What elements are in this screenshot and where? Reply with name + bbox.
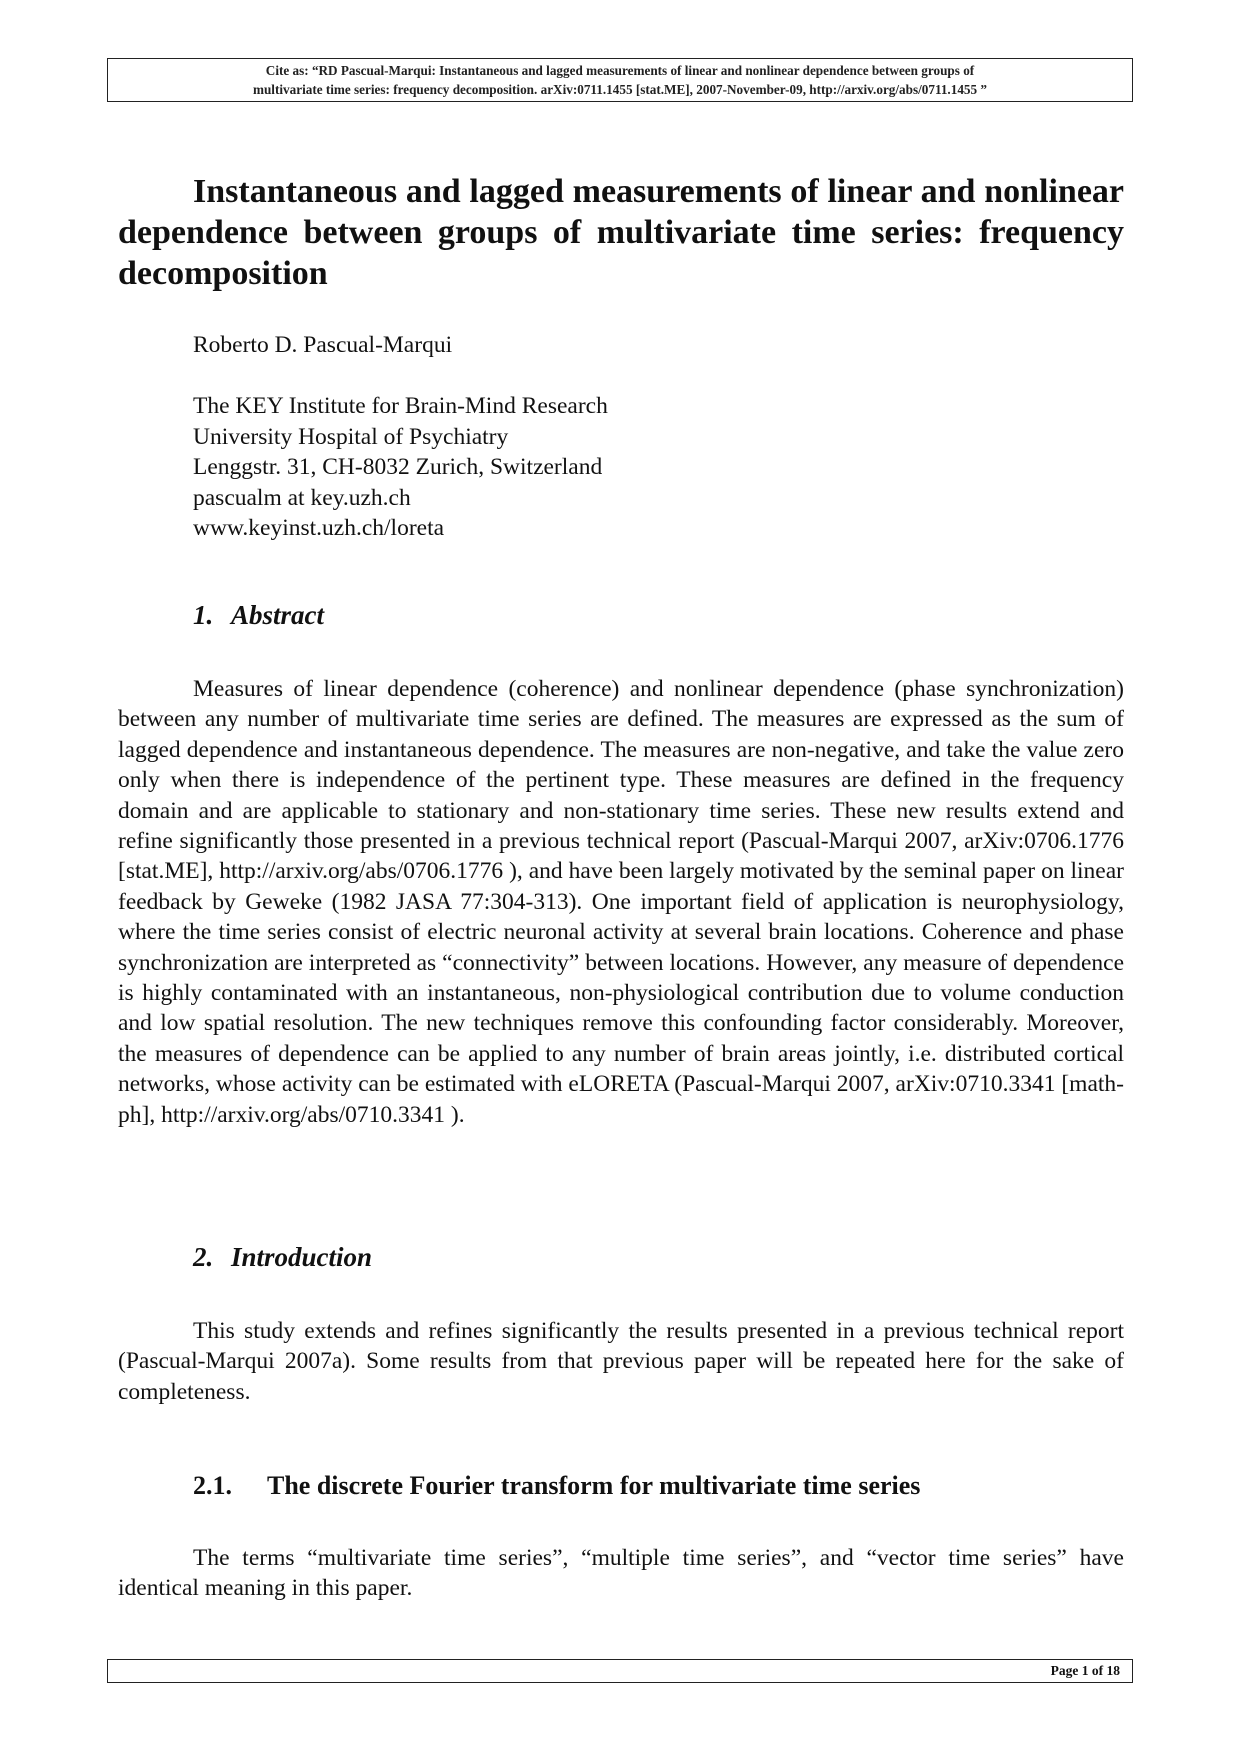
page-footer — [107, 1659, 1133, 1683]
affiliation-hospital: University Hospital of Psychiatry — [193, 423, 509, 450]
introduction-title: Introduction — [231, 1242, 373, 1272]
affiliation-block — [193, 391, 608, 544]
dft-title: The discrete Fourier transform for multivariate time series — [267, 1471, 921, 1500]
abstract-paragraph: Measures of linear dependence (coherence) and nonlinear dependence (phase synchronization) between any number of multivariate time series are defined. The measures are expressed as the sum of lagged dependence and instantaneous dependence. The measures are non-negative, and take the value zero only when there is independence of the pertinent type. These measures are defined in the frequency domain and are applicable to stationary and non-stationary time series. These new results extend and refine significantly those presented in a previous technical report (Pascual-Marqui 2007, arXiv:0706.1776 [stat.ME], http://arxiv.org/abs/0706.1776 ), and have been largely motivated by the seminal paper on linear feedback by Geweke (1982 JASA 77:304-313). One important field of application is neurophysiology, where the time series consist of electric neuronal activity at several brain locations. Coherence and phase synchronization are interpreted as “connectivity” between locations. However, any measure of dependence is highly contaminated with an instantaneous, non-physiological contribution due to volume conduction and low spatial resolution. The new techniques remove this confounding factor considerably. Moreover, the measures of dependence can be applied to any number of brain areas jointly, i.e. distributed cortical networks, whose activity can be estimated with eLORETA (Pascual-Marqui 2007, arXiv:0710.3341 [math-ph], http://arxiv.org/abs/0710.3341 ). — [118, 676, 1124, 1128]
affiliation-institute: The KEY Institute for Brain-Mind Research — [193, 393, 608, 419]
paper-title: Instantaneous and lagged measurements of linear and nonlinear dependence between groups of multivariate time series: frequency decomposition — [118, 173, 1124, 292]
affiliation-website: www.keyinst.uzh.ch/loreta — [193, 515, 445, 541]
introduction-heading — [193, 1241, 372, 1273]
page-number: Page 1 of 18 — [1050, 1663, 1120, 1678]
introduction-number: 2. — [193, 1242, 214, 1272]
affiliation-email: pascualm at key.uzh.ch — [193, 484, 411, 511]
citation-box — [107, 58, 1133, 102]
dft-number: 2.1. — [193, 1471, 232, 1500]
abstract-number: 1. — [193, 600, 214, 630]
citation-line-2: multivariate time series: frequency decomposition. arXiv:0711.1455 [stat.ME], 2007-November-09, http://arxiv.org/abs/0711.1455 ” — [252, 82, 987, 97]
citation-line-1: Cite as: “RD Pascual-Marqui: Instantaneous and lagged measurements of linear and nonlinear dependence between groups of — [265, 63, 975, 78]
introduction-paragraph: This study extends and refines significantly the results presented in a previous technical report (Pascual-Marqui 2007a). Some results from that previous paper will be repeated here for the sake of completeness. — [118, 1318, 1124, 1405]
author-name: Roberto D. Pascual-Marqui — [193, 332, 453, 358]
affiliation-address: Lenggstr. 31, CH-8032 Zurich, Switzerland — [193, 454, 603, 480]
dft-paragraph: The terms “multivariate time series”, “multiple time series”, and “vector time series” have identical meaning in this paper. — [118, 1545, 1124, 1602]
abstract-heading — [193, 599, 324, 631]
dft-heading — [193, 1470, 920, 1502]
abstract-title: Abstract — [231, 600, 325, 630]
